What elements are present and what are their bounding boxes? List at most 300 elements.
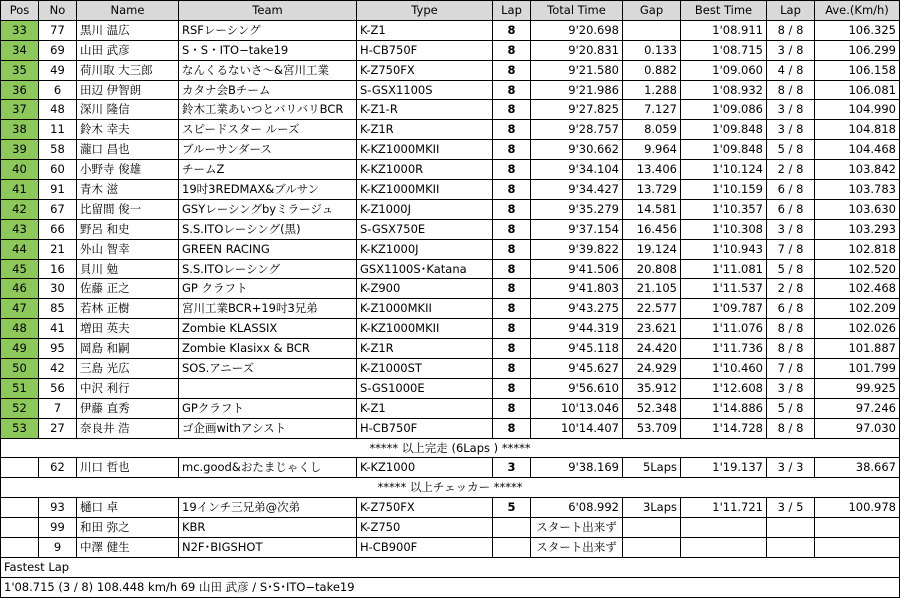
no-cell: 48 — [39, 100, 77, 120]
pos-cell: 44 — [1, 239, 39, 259]
total-time-cell: 9'34.427 — [531, 180, 623, 200]
best-time-cell: 1'10.357 — [681, 199, 767, 219]
ave-speed-header: Ave.(Km/h) — [815, 1, 900, 21]
total-time-cell: 9'37.154 — [531, 219, 623, 239]
type-cell: K-KZ1000R — [357, 160, 493, 180]
table-row — [1, 60, 900, 80]
type-cell: S-GSX1100S — [357, 80, 493, 100]
team-cell: なんくるないさ〜&宮川工業 — [179, 60, 357, 80]
pos-cell: 53 — [1, 418, 39, 438]
table-row — [1, 239, 900, 259]
pos-cell — [1, 498, 39, 518]
type-cell: K-Z1 — [357, 398, 493, 418]
best-lap-cell: 5 / 8 — [767, 140, 815, 160]
type-cell: K-KZ1000MKII — [357, 319, 493, 339]
ave-speed-cell: 103.293 — [815, 219, 900, 239]
gap-cell: 13.729 — [623, 180, 681, 200]
best-time-cell: 1'11.721 — [681, 498, 767, 518]
team-cell: N2F･BIGSHOT — [179, 538, 357, 558]
best-lap-cell: 3 / 5 — [767, 498, 815, 518]
pos-cell: 42 — [1, 199, 39, 219]
table-row — [1, 518, 900, 538]
lap-cell: 8 — [493, 40, 531, 60]
name-cell: 青木 滋 — [77, 180, 179, 200]
ave-speed-cell: 103.842 — [815, 160, 900, 180]
team-cell: SOS.アニーズ — [179, 359, 357, 379]
name-cell: 増田 英夫 — [77, 319, 179, 339]
best-time-cell: 1'09.787 — [681, 299, 767, 319]
no-cell: 9 — [39, 538, 77, 558]
lap-cell: 8 — [493, 160, 531, 180]
type-cell: K-KZ1000MKII — [357, 140, 493, 160]
gap-cell: 0.882 — [623, 60, 681, 80]
ave-speed-cell: 101.799 — [815, 359, 900, 379]
name-cell: 中澤 健生 — [77, 538, 179, 558]
team-header: Team — [179, 1, 357, 21]
team-cell: カタナ会Bチーム — [179, 80, 357, 100]
name-cell: 山田 武彦 — [77, 40, 179, 60]
best-time-cell: 1'14.886 — [681, 398, 767, 418]
best-lap-cell: 3 / 8 — [767, 100, 815, 120]
best-time-cell: 1'09.086 — [681, 100, 767, 120]
best-lap-cell: 7 / 8 — [767, 239, 815, 259]
gap-cell: 14.581 — [623, 199, 681, 219]
ave-speed-cell: 97.246 — [815, 398, 900, 418]
gap-cell: 53.709 — [623, 418, 681, 438]
lap-cell: 8 — [493, 398, 531, 418]
pos-cell — [1, 518, 39, 538]
total-time-cell: 10'14.407 — [531, 418, 623, 438]
gap-cell: 35.912 — [623, 378, 681, 398]
name-cell: 三島 光広 — [77, 359, 179, 379]
fastest-lap-label-row — [1, 557, 900, 577]
ave-speed-cell: 106.158 — [815, 60, 900, 80]
table-row — [1, 160, 900, 180]
table-row — [1, 319, 900, 339]
table-row — [1, 378, 900, 398]
lap-cell: 8 — [493, 100, 531, 120]
team-cell: RSFレーシング — [179, 20, 357, 40]
gap-cell: 3Laps — [623, 498, 681, 518]
type-cell: K-Z1000ST — [357, 359, 493, 379]
best-lap-cell: 2 / 8 — [767, 279, 815, 299]
fastest-lap-label: Fastest Lap — [1, 557, 900, 577]
total-time-cell: 9'39.822 — [531, 239, 623, 259]
pos-cell — [1, 538, 39, 558]
no-cell: 77 — [39, 20, 77, 40]
lap-cell: 8 — [493, 359, 531, 379]
no-cell: 93 — [39, 498, 77, 518]
gap-cell: 1.288 — [623, 80, 681, 100]
table-row — [1, 80, 900, 100]
best-time-cell: 1'14.728 — [681, 418, 767, 438]
lap-cell: 8 — [493, 199, 531, 219]
total-time-cell: 9'35.279 — [531, 199, 623, 219]
best-lap-cell: 3 / 8 — [767, 120, 815, 140]
name-cell: 佐藤 正之 — [77, 279, 179, 299]
best-time-cell: 1'10.159 — [681, 180, 767, 200]
gap-cell: 22.577 — [623, 299, 681, 319]
pos-header: Pos — [1, 1, 39, 21]
name-cell: 鈴木 幸夫 — [77, 120, 179, 140]
ave-speed-cell: 102.026 — [815, 319, 900, 339]
team-cell: 鈴木工業あいつとバリバリBCR — [179, 100, 357, 120]
pos-cell: 52 — [1, 398, 39, 418]
pos-cell: 50 — [1, 359, 39, 379]
lap-cell: 8 — [493, 259, 531, 279]
team-cell: KBR — [179, 518, 357, 538]
best-lap-cell: 4 / 8 — [767, 60, 815, 80]
lap-cell: 8 — [493, 339, 531, 359]
header-row — [1, 1, 900, 21]
ave-speed-cell: 102.468 — [815, 279, 900, 299]
no-cell: 85 — [39, 299, 77, 319]
team-cell: S.S.ITOレーシング — [179, 259, 357, 279]
lap-header: Lap — [493, 1, 531, 21]
lap-cell: 8 — [493, 140, 531, 160]
team-cell: スピードスター ルーズ — [179, 120, 357, 140]
table-row — [1, 100, 900, 120]
best-lap-cell: 8 / 8 — [767, 339, 815, 359]
type-cell: GSX1100S･Katana — [357, 259, 493, 279]
team-cell: Zombie Klasixx & BCR — [179, 339, 357, 359]
pos-cell: 48 — [1, 319, 39, 339]
lap-cell: 8 — [493, 80, 531, 100]
total-time-cell: 9'45.627 — [531, 359, 623, 379]
best-lap-cell: 8 / 8 — [767, 80, 815, 100]
total-time-cell: スタート出来ず — [531, 518, 623, 538]
type-cell: K-Z1R — [357, 120, 493, 140]
gap-cell: 0.133 — [623, 40, 681, 60]
lap-cell: 8 — [493, 120, 531, 140]
pos-cell: 49 — [1, 339, 39, 359]
type-cell: K-KZ1000J — [357, 239, 493, 259]
table-row — [1, 199, 900, 219]
total-time-cell: 6'08.992 — [531, 498, 623, 518]
name-cell: 田辺 伊智朗 — [77, 80, 179, 100]
best-time-cell: 1'11.736 — [681, 339, 767, 359]
best-lap-cell: 3 / 8 — [767, 219, 815, 239]
lap-cell: 8 — [493, 299, 531, 319]
team-cell: GP クラフト — [179, 279, 357, 299]
team-cell — [179, 378, 357, 398]
name-cell: 瀧口 昌也 — [77, 140, 179, 160]
best-lap-cell: 6 / 8 — [767, 299, 815, 319]
no-cell: 7 — [39, 398, 77, 418]
total-time-cell: 9'44.319 — [531, 319, 623, 339]
results-body — [1, 20, 900, 597]
no-cell: 58 — [39, 140, 77, 160]
type-cell: K-Z750FX — [357, 498, 493, 518]
gap-cell: 24.420 — [623, 339, 681, 359]
pos-cell: 33 — [1, 20, 39, 40]
ave-speed-cell: 103.783 — [815, 180, 900, 200]
ave-speed-cell: 106.299 — [815, 40, 900, 60]
total-time-cell: 9'30.662 — [531, 140, 623, 160]
table-row — [1, 498, 900, 518]
best-time-cell: 1'09.848 — [681, 120, 767, 140]
no-cell: 49 — [39, 60, 77, 80]
best-lap-cell: 8 / 8 — [767, 20, 815, 40]
name-cell: 黒川 温広 — [77, 20, 179, 40]
table-row — [1, 418, 900, 438]
name-cell: 外山 智幸 — [77, 239, 179, 259]
lap-cell: 8 — [493, 20, 531, 40]
ave-speed-cell: 103.630 — [815, 199, 900, 219]
pos-cell: 51 — [1, 378, 39, 398]
total-time-header: Total Time — [531, 1, 623, 21]
lap-cell: 8 — [493, 239, 531, 259]
table-row — [1, 458, 900, 478]
best-time-cell: 1'12.608 — [681, 378, 767, 398]
team-cell: S.S.ITOレーシング(黒) — [179, 219, 357, 239]
ave-speed-cell — [815, 518, 900, 538]
name-cell: 貝川 勉 — [77, 259, 179, 279]
type-cell: K-Z900 — [357, 279, 493, 299]
name-cell: 比留間 俊一 — [77, 199, 179, 219]
total-time-cell: 9'43.275 — [531, 299, 623, 319]
name-cell: 中沢 利行 — [77, 378, 179, 398]
best-lap-cell: 8 / 8 — [767, 319, 815, 339]
gap-cell: 19.124 — [623, 239, 681, 259]
pos-cell: 40 — [1, 160, 39, 180]
name-cell: 野呂 和史 — [77, 219, 179, 239]
fastest-lap-text: 1'08.715 (3 / 8) 108.448 km/h 69 山田 武彦 / S･S･ITO−take19 — [1, 577, 900, 597]
best-time-cell: 1'19.137 — [681, 458, 767, 478]
pos-cell: 37 — [1, 100, 39, 120]
no-cell: 66 — [39, 219, 77, 239]
lap-cell: 8 — [493, 319, 531, 339]
best-lap-cell: 2 / 8 — [767, 160, 815, 180]
team-cell: GSYレーシングbyミラージュ — [179, 199, 357, 219]
ave-speed-cell: 100.978 — [815, 498, 900, 518]
team-cell: 19インチ三兄弟@次弟 — [179, 498, 357, 518]
no-cell: 56 — [39, 378, 77, 398]
no-cell: 91 — [39, 180, 77, 200]
best-time-cell: 1'08.932 — [681, 80, 767, 100]
type-cell: S-GSX750E — [357, 219, 493, 239]
best-time-cell: 1'11.081 — [681, 259, 767, 279]
finish-message: ***** 以上完走 (6Laps ) ***** — [1, 438, 900, 458]
type-cell: K-Z1000MKII — [357, 299, 493, 319]
name-cell: 伊藤 直秀 — [77, 398, 179, 418]
lap-cell: 8 — [493, 219, 531, 239]
best-time-cell: 1'08.715 — [681, 40, 767, 60]
pos-cell: 41 — [1, 180, 39, 200]
team-cell: 宮川工業BCR+19吋3兄弟 — [179, 299, 357, 319]
type-cell: S-GS1000E — [357, 378, 493, 398]
total-time-cell: 9'41.803 — [531, 279, 623, 299]
type-cell: H-CB750F — [357, 418, 493, 438]
name-cell: 樋口 卓 — [77, 498, 179, 518]
no-cell: 6 — [39, 80, 77, 100]
gap-cell: 21.105 — [623, 279, 681, 299]
name-cell: 若林 正樹 — [77, 299, 179, 319]
best-time-cell: 1'10.308 — [681, 219, 767, 239]
ave-speed-cell: 106.325 — [815, 20, 900, 40]
ave-speed-cell: 102.520 — [815, 259, 900, 279]
no-cell: 16 — [39, 259, 77, 279]
table-row — [1, 299, 900, 319]
lap-cell: 8 — [493, 180, 531, 200]
best-lap-header: Lap — [767, 1, 815, 21]
best-lap-cell: 6 / 8 — [767, 180, 815, 200]
gap-cell: 8.059 — [623, 120, 681, 140]
table-row — [1, 279, 900, 299]
total-time-cell: 9'20.831 — [531, 40, 623, 60]
ave-speed-cell: 106.081 — [815, 80, 900, 100]
ave-speed-cell: 102.818 — [815, 239, 900, 259]
lap-cell — [493, 538, 531, 558]
name-cell: 小野寺 俊雄 — [77, 160, 179, 180]
best-time-cell: 1'10.943 — [681, 239, 767, 259]
no-cell: 99 — [39, 518, 77, 538]
lap-cell: 8 — [493, 418, 531, 438]
no-cell: 69 — [39, 40, 77, 60]
best-time-cell: 1'11.537 — [681, 279, 767, 299]
table-row — [1, 40, 900, 60]
type-cell: K-Z1R — [357, 339, 493, 359]
checker-message: ***** 以上チェッカー ***** — [1, 478, 900, 498]
table-row — [1, 120, 900, 140]
best-lap-cell: 5 / 8 — [767, 259, 815, 279]
best-time-cell: 1'09.848 — [681, 140, 767, 160]
best-lap-cell — [767, 538, 815, 558]
lap-cell — [493, 518, 531, 538]
name-cell: 荷川取 大三郎 — [77, 60, 179, 80]
table-row — [1, 538, 900, 558]
pos-cell: 34 — [1, 40, 39, 60]
team-cell: 19吋3REDMAX&ブルサン — [179, 180, 357, 200]
ave-speed-cell: 104.468 — [815, 140, 900, 160]
gap-cell: 5Laps — [623, 458, 681, 478]
team-cell: mc.good&おたまじゃくし — [179, 458, 357, 478]
gap-cell — [623, 518, 681, 538]
lap-cell: 8 — [493, 279, 531, 299]
type-cell: H-CB750F — [357, 40, 493, 60]
team-cell: GPクラフト — [179, 398, 357, 418]
best-lap-cell — [767, 518, 815, 538]
team-cell: ブルーサンダース — [179, 140, 357, 160]
total-time-cell: 9'45.118 — [531, 339, 623, 359]
total-time-cell: 9'28.757 — [531, 120, 623, 140]
type-cell: K-KZ1000 — [357, 458, 493, 478]
finish-message-row — [1, 438, 900, 458]
pos-cell: 36 — [1, 80, 39, 100]
gap-cell — [623, 20, 681, 40]
no-cell: 62 — [39, 458, 77, 478]
no-cell: 67 — [39, 199, 77, 219]
best-time-cell: 1'10.460 — [681, 359, 767, 379]
best-lap-cell: 7 / 8 — [767, 359, 815, 379]
total-time-cell: 9'38.169 — [531, 458, 623, 478]
type-cell: K-Z1-R — [357, 100, 493, 120]
gap-cell: 20.808 — [623, 259, 681, 279]
lap-cell: 3 — [493, 458, 531, 478]
no-cell: 27 — [39, 418, 77, 438]
table-row — [1, 219, 900, 239]
no-cell: 11 — [39, 120, 77, 140]
name-cell: 和田 弥之 — [77, 518, 179, 538]
best-time-header: Best Time — [681, 1, 767, 21]
lap-cell: 5 — [493, 498, 531, 518]
best-time-cell: 1'09.060 — [681, 60, 767, 80]
table-row — [1, 140, 900, 160]
name-cell: 深川 隆信 — [77, 100, 179, 120]
pos-cell: 47 — [1, 299, 39, 319]
total-time-cell: 10'13.046 — [531, 398, 623, 418]
pos-cell: 38 — [1, 120, 39, 140]
team-cell: S・S・ITO−take19 — [179, 40, 357, 60]
ave-speed-cell: 102.209 — [815, 299, 900, 319]
ave-speed-cell: 38.667 — [815, 458, 900, 478]
table-row — [1, 259, 900, 279]
gap-cell: 23.621 — [623, 319, 681, 339]
name-cell: 奈良井 浩 — [77, 418, 179, 438]
pos-cell: 46 — [1, 279, 39, 299]
gap-cell: 13.406 — [623, 160, 681, 180]
best-lap-cell: 3 / 8 — [767, 378, 815, 398]
gap-header: Gap — [623, 1, 681, 21]
best-time-cell: 1'08.911 — [681, 20, 767, 40]
ave-speed-cell — [815, 538, 900, 558]
table-row — [1, 20, 900, 40]
total-time-cell: スタート出来ず — [531, 538, 623, 558]
total-time-cell: 9'41.506 — [531, 259, 623, 279]
best-lap-cell: 6 / 8 — [767, 199, 815, 219]
best-lap-cell: 3 / 3 — [767, 458, 815, 478]
best-lap-cell: 5 / 8 — [767, 398, 815, 418]
best-time-cell — [681, 518, 767, 538]
no-cell: 41 — [39, 319, 77, 339]
team-cell: Zombie KLASSIX — [179, 319, 357, 339]
pos-cell — [1, 458, 39, 478]
table-row — [1, 398, 900, 418]
gap-cell: 16.456 — [623, 219, 681, 239]
checker-message-row — [1, 478, 900, 498]
total-time-cell: 9'21.986 — [531, 80, 623, 100]
no-cell: 95 — [39, 339, 77, 359]
pos-cell: 35 — [1, 60, 39, 80]
type-cell: K-KZ1000MKII — [357, 180, 493, 200]
no-cell: 42 — [39, 359, 77, 379]
no-cell: 60 — [39, 160, 77, 180]
team-cell: GREEN RACING — [179, 239, 357, 259]
ave-speed-cell: 97.030 — [815, 418, 900, 438]
type-cell: K-Z1000J — [357, 199, 493, 219]
type-cell: H-CB900F — [357, 538, 493, 558]
best-time-cell: 1'10.124 — [681, 160, 767, 180]
name-cell: 川口 哲也 — [77, 458, 179, 478]
lap-cell: 8 — [493, 378, 531, 398]
ave-speed-cell: 99.925 — [815, 378, 900, 398]
ave-speed-cell: 101.887 — [815, 339, 900, 359]
table-row — [1, 180, 900, 200]
gap-cell: 24.929 — [623, 359, 681, 379]
total-time-cell: 9'34.104 — [531, 160, 623, 180]
ave-speed-cell: 104.990 — [815, 100, 900, 120]
ave-speed-cell: 104.818 — [815, 120, 900, 140]
team-cell: ゴ企画withアシスト — [179, 418, 357, 438]
table-row — [1, 339, 900, 359]
no-header: No — [39, 1, 77, 21]
pos-cell: 45 — [1, 259, 39, 279]
lap-cell: 8 — [493, 60, 531, 80]
total-time-cell: 9'20.698 — [531, 20, 623, 40]
type-cell: K-Z750FX — [357, 60, 493, 80]
fastest-lap-text-row — [1, 577, 900, 597]
no-cell: 21 — [39, 239, 77, 259]
